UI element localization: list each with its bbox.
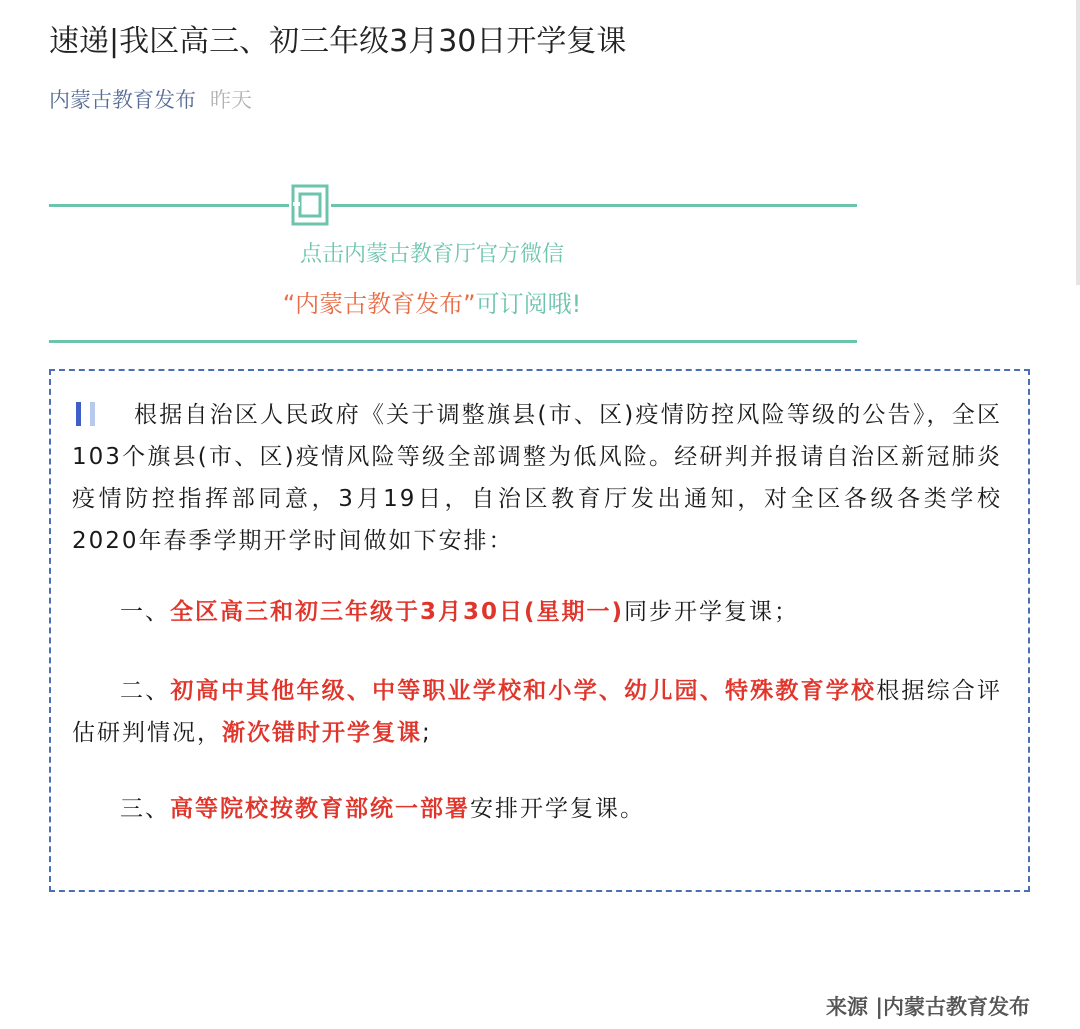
banner-account-quote: “内蒙古教育发布” — [282, 290, 476, 318]
banner-subscribe-line2 — [0, 287, 864, 321]
list-item-3 — [72, 788, 1002, 830]
item2-suffix: ; — [422, 720, 432, 746]
item2-highlight: 初高中其他年级、中等职业学校和小学、幼儿园、特殊教育学校 — [170, 678, 877, 704]
scrollbar-edge — [1076, 0, 1080, 285]
item3-suffix: 安排开学复课。 — [470, 796, 645, 822]
article-meta — [49, 85, 252, 115]
source-credit: 来源 |内蒙古教育发布 — [826, 995, 1030, 1019]
banner-bottom-line — [49, 340, 857, 343]
item2-highlight2: 渐次错时开学复课 — [222, 720, 422, 746]
item1-suffix: 同步开学复课； — [624, 599, 800, 625]
account-name-link[interactable]: 内蒙古教育发布 — [49, 88, 196, 112]
list-item-1 — [72, 591, 1002, 633]
banner-top-line — [49, 204, 857, 207]
banner-subscribe-line1: 点击内蒙古教育厅官方微信 — [299, 242, 564, 267]
list-item-2 — [72, 670, 1002, 754]
item1-prefix: 一、 — [120, 599, 170, 625]
frame-icon — [289, 184, 331, 228]
item3-prefix: 三、 — [120, 796, 170, 822]
banner-subscribe-tail: 可订阅哦! — [475, 290, 582, 318]
intro-paragraph: 根据自治区人民政府《关于调整旗县(市、区)疫情防控风险等级的公告》，全区103个旗县(市、区)疫情风险等级全部调整为低风险。经研判并报请自治区新冠肺炎疫情防控指挥部同意，3月19日，自治区教育厅发出通知，对全区各级各类学校2020年春季学期开学时间做如下安排： — [72, 402, 1002, 554]
item2-middle: 根据综合评估研判情况， — [72, 678, 1003, 746]
publish-time: 昨天 — [210, 88, 252, 112]
article-title: 速递|我区高三、初三年级3月30日开学复课 — [49, 24, 627, 59]
item2-prefix: 二、 — [120, 678, 171, 704]
item1-highlight: 全区高三和初三年级于3月30日(星期一) — [170, 599, 625, 625]
item3-highlight: 高等院校按教育部统一部署 — [170, 796, 470, 822]
